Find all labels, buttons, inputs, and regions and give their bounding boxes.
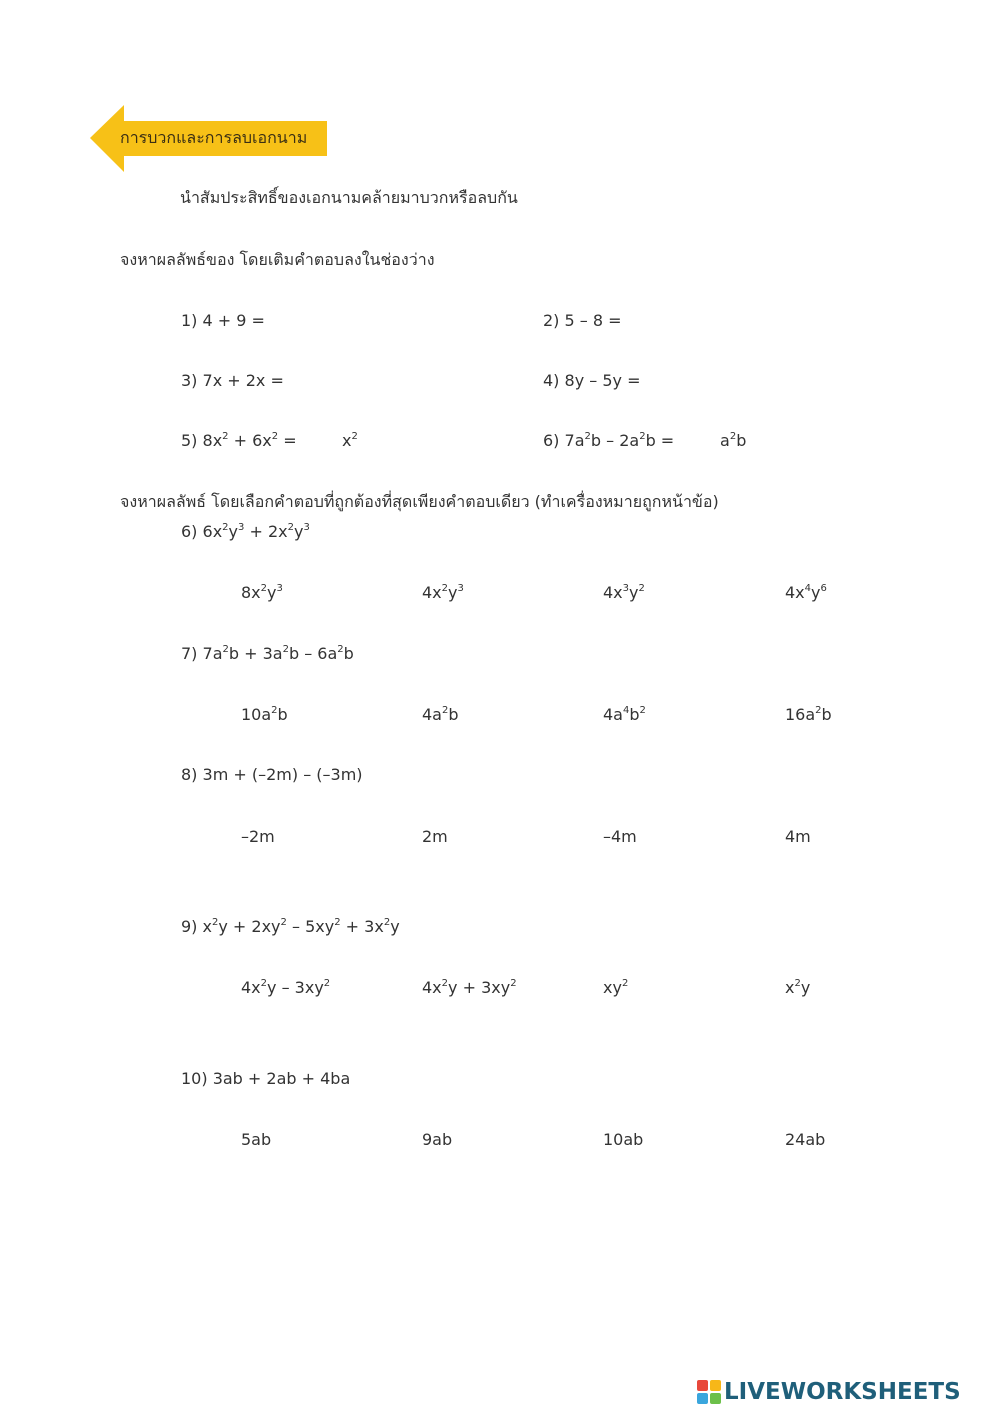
liveworksheets-logo	[697, 1377, 961, 1407]
q10-choice-c[interactable]: 10ab	[603, 1130, 644, 1149]
q8-choice-d[interactable]: 4m	[785, 827, 811, 846]
question-6: 6) $6x^2y^3 + 2x^2y^3$	[181, 522, 310, 541]
q7-choice-a[interactable]: $10a^2b$	[241, 705, 288, 724]
question-5: 5) $8x^2 + 6x^2$ =	[181, 431, 297, 450]
q8-choice-c[interactable]: –4m	[603, 827, 637, 846]
q10-choice-b[interactable]: 9ab	[422, 1130, 453, 1149]
q9-choice-d[interactable]: $x^2y$	[785, 978, 811, 997]
question-8: 8) 3m + (–2m) – (–3m)	[181, 765, 363, 784]
q7-choice-c[interactable]: $4a^4b^2$	[603, 705, 646, 724]
arrow-left-icon	[90, 105, 124, 172]
q10-choice-a[interactable]: 5ab	[241, 1130, 272, 1149]
section1-instruction: จงหาผลลัพธ์ของ โดยเติมคำตอบลงในช่องว่าง	[120, 250, 435, 269]
q9-choice-a[interactable]: $4x^2y - 3xy^2$	[241, 978, 331, 997]
q8-choice-b[interactable]: 2m	[422, 827, 448, 846]
section2-instruction: จงหาผลลัพธ์ โดยเลือกคำตอบที่ถูกต้องที่สุดเพียงคำตอบเดียว (ทำเครื่องหมายถูกหน้าข้อ)	[120, 492, 719, 511]
question-6a: 6) $7a^2b - 2a^2b$ =	[543, 431, 675, 450]
q8-choice-a[interactable]: –2m	[241, 827, 275, 846]
question-7: 7) $7a^2b + 3a^2b - 6a^2b$	[181, 644, 354, 663]
question-10: 10) 3ab + 2ab + 4ba	[181, 1069, 351, 1088]
q6-choice-c[interactable]: $4x^3y^2$	[603, 583, 645, 602]
q9-choice-c[interactable]: $xy^2$	[603, 978, 629, 997]
question-3: 3) 7x + 2x =	[181, 371, 284, 390]
q9-choice-b[interactable]: $4x^2y + 3xy^2$	[422, 978, 517, 997]
q6-choice-b[interactable]: $4x^2y^3$	[422, 583, 464, 602]
question-9: 9) $x^2y + 2xy^2 - 5xy^2 + 3x^2y$	[181, 917, 400, 936]
question-1: 1) 4 + 9 =	[181, 311, 265, 330]
logo-text: LIVEWORKSHEETS	[724, 1379, 961, 1405]
intro-text: นำสัมประสิทธิ์ของเอกนามคล้ายมาบวกหรือลบกัน	[180, 188, 518, 207]
logo-mark-icon	[697, 1380, 721, 1404]
q6-choice-d[interactable]: $4x^4y^6$	[785, 583, 827, 602]
question-6a-unit: $a^2b$	[720, 431, 747, 450]
q10-choice-d[interactable]: 24ab	[785, 1130, 826, 1149]
q6-choice-a[interactable]: $8x^2y^3$	[241, 583, 283, 602]
question-4: 4) 8y – 5y =	[543, 371, 641, 390]
question-5-unit: $x^2$	[342, 431, 358, 450]
q7-choice-b[interactable]: $4a^2b$	[422, 705, 459, 724]
page-title: การบวกและการลบเอกนาม	[120, 128, 308, 147]
q7-choice-d[interactable]: $16a^2b$	[785, 705, 832, 724]
question-2: 2) 5 – 8 =	[543, 311, 622, 330]
